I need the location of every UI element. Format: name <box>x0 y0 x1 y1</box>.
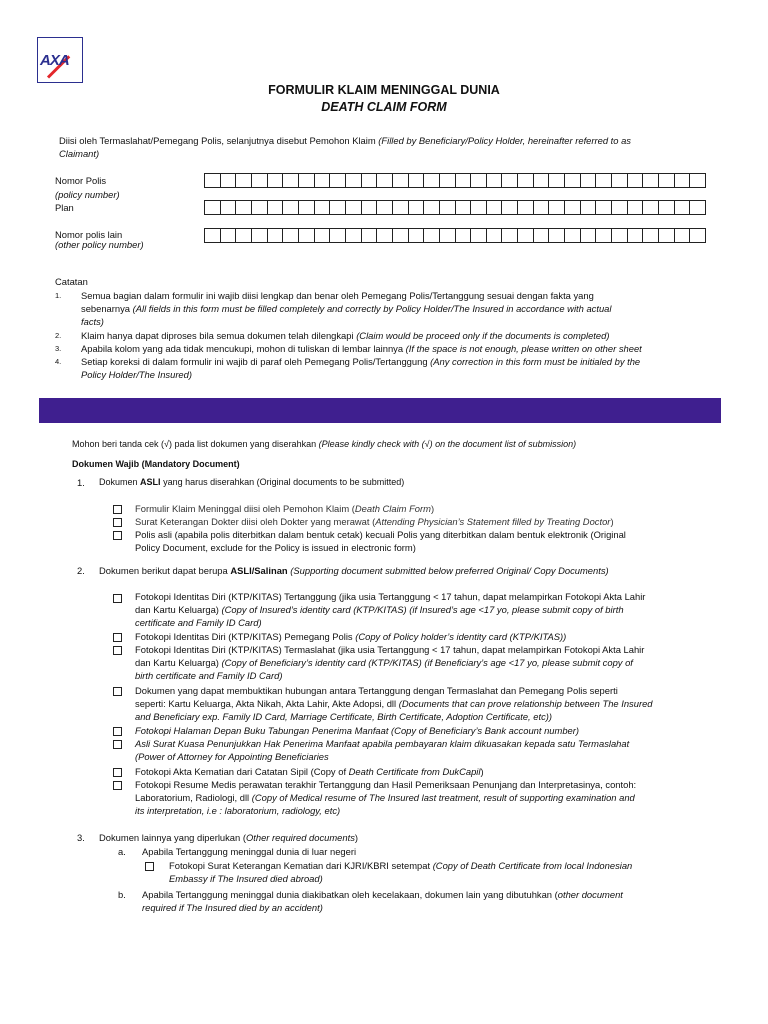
char-box[interactable] <box>236 229 252 242</box>
char-box[interactable] <box>471 201 487 214</box>
doc-policyholder-id: Fotokopi Identitas Diri (KTP/KITAS) Pemegang Polis (Copy of Policy holder’s identity card (KTP/KITAS)) <box>135 631 567 642</box>
form-subtitle: DEATH CLAIM FORM <box>321 100 447 114</box>
char-box[interactable] <box>596 174 612 187</box>
char-box[interactable] <box>690 201 706 214</box>
checkbox-death-certificate[interactable] <box>113 768 122 777</box>
char-box[interactable] <box>221 229 237 242</box>
doc-original-policy: Polis asli (apabila polis diterbitkan dalam bentuk cetak) kecuali Polis yang diterbitkan dalam bentuk elektronik (Original Policy Document, exclude for the Policy is issued in electronic form) <box>135 529 626 553</box>
logo-text: AXA <box>40 52 69 69</box>
char-box[interactable] <box>549 229 565 242</box>
char-box[interactable] <box>440 201 456 214</box>
char-box[interactable] <box>362 229 378 242</box>
plan-label: Plan <box>55 202 74 213</box>
char-box[interactable] <box>675 174 691 187</box>
char-box[interactable] <box>252 201 268 214</box>
char-box[interactable] <box>268 229 284 242</box>
char-box[interactable] <box>252 174 268 187</box>
char-box[interactable] <box>236 174 252 187</box>
char-box[interactable] <box>628 174 644 187</box>
doc-death-certificate: Fotokopi Akta Kematian dari Catatan Sipil (Copy of Death Certificate from DukCapil) <box>135 766 484 777</box>
char-box[interactable] <box>236 201 252 214</box>
char-box[interactable] <box>628 201 644 214</box>
section-3-number: 3. <box>77 832 85 843</box>
checkbox-death-claim-form[interactable] <box>113 505 122 514</box>
char-box[interactable] <box>643 229 659 242</box>
char-box[interactable] <box>487 201 503 214</box>
doc-death-claim-form: Formulir Klaim Meninggal diisi oleh Pemohon Klaim (Death Claim Form) <box>135 503 435 514</box>
char-box[interactable] <box>362 174 378 187</box>
char-box[interactable] <box>268 201 284 214</box>
char-box[interactable] <box>377 174 393 187</box>
char-box[interactable] <box>628 229 644 242</box>
char-box[interactable] <box>315 201 331 214</box>
checkbox-embassy-death-cert[interactable] <box>145 862 154 871</box>
char-box[interactable] <box>299 174 315 187</box>
char-box[interactable] <box>549 174 565 187</box>
note-item: 4. Setiap koreksi di dalam formulir ini wajib di paraf oleh Pemegang Polis/Tertanggung (Any correction in this form must be initialed by the Policy Holder/The Insured) <box>55 356 641 380</box>
char-box[interactable] <box>565 174 581 187</box>
char-box[interactable] <box>393 229 409 242</box>
char-box[interactable] <box>252 229 268 242</box>
char-box[interactable] <box>299 201 315 214</box>
char-box[interactable] <box>596 229 612 242</box>
char-box[interactable] <box>565 201 581 214</box>
char-box[interactable] <box>377 229 393 242</box>
char-box[interactable] <box>534 229 550 242</box>
char-box[interactable] <box>581 174 597 187</box>
char-box[interactable] <box>471 174 487 187</box>
intro-text: Diisi oleh Termaslahat/Pemegang Polis, selanjutnya disebut Pemohon Klaim (Filled by Beneficiary/Policy Holder, hereinafter referred to as Claimant) <box>59 135 631 159</box>
char-box[interactable] <box>330 229 346 242</box>
section-3-heading: Dokumen lainnya yang diperlukan (Other required documents) <box>99 832 359 843</box>
char-box[interactable] <box>299 229 315 242</box>
doc-physician-statement: Surat Keterangan Dokter diisi oleh Dokter yang merawat (Attending Physician’s Statement filled by Treating Doctor) <box>135 516 614 527</box>
doc-medical-resume: Fotokopi Resume Medis perawatan terakhir Tertanggung dan Hasil Pemeriksaan Penunjang dan Interpretasinya, contoh: Laboratorium, Radiologi, dll (Copy of Medical resume of The Insured last treatment, result of supporting examination and its interpretation, i.e : laboratorium, radiology, etc) <box>135 779 637 816</box>
char-box[interactable] <box>283 174 299 187</box>
axa-logo <box>37 37 83 83</box>
policy-number-input[interactable] <box>204 173 706 188</box>
char-box[interactable] <box>690 174 706 187</box>
char-box[interactable] <box>534 174 550 187</box>
char-box[interactable] <box>456 174 472 187</box>
char-box[interactable] <box>330 201 346 214</box>
doc-insured-id: Fotokopi Identitas Diri (KTP/KITAS) Tertanggung (jika usia Tertanggung < 17 tahun, dapat melampirkan Fotokopi Akta Lahir dan Kartu Keluarga) (Copy of Insured’s identity card (KTP/KITAS) (if Insured’s age <17 yo, please submit copy of birth certificate and Family ID Card) <box>135 591 646 628</box>
char-box[interactable] <box>659 174 675 187</box>
policy-number-label-en: (policy number) <box>55 189 120 200</box>
char-box[interactable] <box>221 174 237 187</box>
char-box[interactable] <box>456 229 472 242</box>
char-box[interactable] <box>502 174 518 187</box>
section-1-number: 1. <box>77 477 85 488</box>
char-box[interactable] <box>283 229 299 242</box>
doc-embassy-death-cert: Fotokopi Surat Keterangan Kematian dari KJRI/KBRI setempat (Copy of Death Certificate from local Indonesian Embassy if The Insured died abroad) <box>169 860 633 884</box>
checklist-instruction: Mohon beri tanda cek (√) pada list dokumen yang diserahkan (Please kindly check with (√) on the document list of submission) <box>72 439 577 449</box>
char-box[interactable] <box>643 201 659 214</box>
char-box[interactable] <box>205 174 221 187</box>
section-2-number: 2. <box>77 565 85 576</box>
char-box[interactable] <box>315 174 331 187</box>
char-box[interactable] <box>456 201 472 214</box>
policy-number-label: Nomor Polis <box>55 175 107 186</box>
char-box[interactable] <box>581 229 597 242</box>
other-policy-label: Nomor polis lain <box>55 229 123 240</box>
char-box[interactable] <box>659 201 675 214</box>
char-box[interactable] <box>471 229 487 242</box>
char-box[interactable] <box>205 201 221 214</box>
char-box[interactable] <box>596 201 612 214</box>
char-box[interactable] <box>487 229 503 242</box>
char-box[interactable] <box>346 229 362 242</box>
checkbox-policyholder-id[interactable] <box>113 633 122 642</box>
char-box[interactable] <box>424 229 440 242</box>
char-box[interactable] <box>205 229 221 242</box>
char-box[interactable] <box>268 174 284 187</box>
char-box[interactable] <box>393 174 409 187</box>
char-box[interactable] <box>549 201 565 214</box>
doc-power-of-attorney: Asli Surat Kuasa Penunjukkan Hak Penerima Manfaat apabila pembayaran klaim dikuasakan kepada satu Termaslahat (Power of Attorney for Appointing Beneficiaries <box>135 738 630 762</box>
notes-heading: Catatan <box>55 276 88 287</box>
plan-input[interactable] <box>204 200 706 215</box>
char-box[interactable] <box>581 201 597 214</box>
section-3b-text: Apabila Tertanggung meninggal dunia diakibatkan oleh kecelakaan, dokumen lain yang dibutuhkan (other document required if The Insured died by an accident) <box>142 889 623 913</box>
char-box[interactable] <box>534 201 550 214</box>
char-box[interactable] <box>440 229 456 242</box>
char-box[interactable] <box>675 201 691 214</box>
char-box[interactable] <box>424 174 440 187</box>
char-box[interactable] <box>346 201 362 214</box>
checkbox-beneficiary-id[interactable] <box>113 646 122 655</box>
char-box[interactable] <box>377 201 393 214</box>
checkbox-bank-book[interactable] <box>113 727 122 736</box>
char-box[interactable] <box>643 174 659 187</box>
char-box[interactable] <box>409 174 425 187</box>
section-2-heading: Dokumen berikut dapat berupa ASLI/Salinan (Supporting document submitted below preferred Original/ Copy Documents) <box>99 565 609 576</box>
char-box[interactable] <box>518 174 534 187</box>
char-box[interactable] <box>675 229 691 242</box>
char-box[interactable] <box>409 201 425 214</box>
char-box[interactable] <box>409 229 425 242</box>
checkbox-insured-id[interactable] <box>113 594 122 603</box>
char-box[interactable] <box>346 174 362 187</box>
char-box[interactable] <box>502 201 518 214</box>
checkbox-medical-resume[interactable] <box>113 781 122 790</box>
other-policy-label-en: (other policy number) <box>55 239 144 250</box>
doc-bank-book: Fotokopi Halaman Depan Buku Tabungan Penerima Manfaat (Copy of Beneficiary’s Bank account number) <box>135 725 580 736</box>
char-box[interactable] <box>315 229 331 242</box>
note-item: 2. Klaim hanya dapat diproses bila semua dokumen telah dilengkapi (Claim would be proceed only if the documents is completed) <box>55 330 610 341</box>
char-box[interactable] <box>612 174 628 187</box>
char-box[interactable] <box>659 229 675 242</box>
mandatory-heading: Dokumen Wajib (Mandatory Document) <box>72 459 240 469</box>
section-3a-text: Apabila Tertanggung meninggal dunia di luar negeri <box>142 846 357 857</box>
char-box[interactable] <box>565 229 581 242</box>
char-box[interactable] <box>330 174 346 187</box>
char-box[interactable] <box>440 174 456 187</box>
section-divider-band <box>39 398 721 423</box>
note-item: 1. Semua bagian dalam formulir ini wajib diisi lengkap dan benar oleh Pemegang Polis/Tertanggung sesuai dengan fakta yang sebenarnya (All fields in this form must be filled completely and correctly by Policy Holder/The Insured in accordance with actual facts) <box>55 290 612 327</box>
doc-beneficiary-id: Fotokopi Identitas Diri (KTP/KITAS) Termaslahat (jika usia Tertanggung < 17 tahun, dapat melampirkan Fotokopi Akta Lahir dan Kartu Keluarga) (Copy of Beneficiary’s identity card (KTP/KITAS) (if Beneficiary’s age <17 yo, please submit copy of birth certificate and Family ID Card) <box>135 644 645 681</box>
section-3b-label: b. <box>118 889 126 900</box>
checkbox-power-of-attorney[interactable] <box>113 740 122 749</box>
char-box[interactable] <box>518 201 534 214</box>
char-box[interactable] <box>362 201 378 214</box>
char-box[interactable] <box>283 201 299 214</box>
char-box[interactable] <box>518 229 534 242</box>
notes-list <box>55 289 730 381</box>
section-3a-label: a. <box>118 846 126 857</box>
char-box[interactable] <box>424 201 440 214</box>
char-box[interactable] <box>393 201 409 214</box>
char-box[interactable] <box>487 174 503 187</box>
form-title: FORMULIR KLAIM MENINGGAL DUNIA <box>268 83 500 97</box>
checkbox-original-policy[interactable] <box>113 531 122 540</box>
char-box[interactable] <box>502 229 518 242</box>
checkbox-relationship-docs[interactable] <box>113 687 122 696</box>
doc-relationship-docs: Dokumen yang dapat membuktikan hubungan antara Tertanggung dengan Termaslahat dan Pemegang Polis seperti seperti: Kartu Keluarga, Akta Nikah, Akta Lahir, Akte Adopsi, dll (Documents that can prove relationship between The Insured and Beneficiary exp. Family ID Card, Marriage Certificate, Birth Certificate, Adoption Certificate, etc)) <box>135 685 653 722</box>
char-box[interactable] <box>690 229 706 242</box>
char-box[interactable] <box>221 201 237 214</box>
note-item: 3. Apabila kolom yang ada tidak mencukupi, mohon di tuliskan di lembar lainnya (If the space is not enough, please written on other sheet <box>55 343 642 354</box>
char-box[interactable] <box>612 201 628 214</box>
char-box[interactable] <box>612 229 628 242</box>
other-policy-input[interactable] <box>204 228 706 243</box>
checkbox-physician-statement[interactable] <box>113 518 122 527</box>
section-1-heading: Dokumen ASLI yang harus diserahkan (Original documents to be submitted) <box>99 477 405 487</box>
